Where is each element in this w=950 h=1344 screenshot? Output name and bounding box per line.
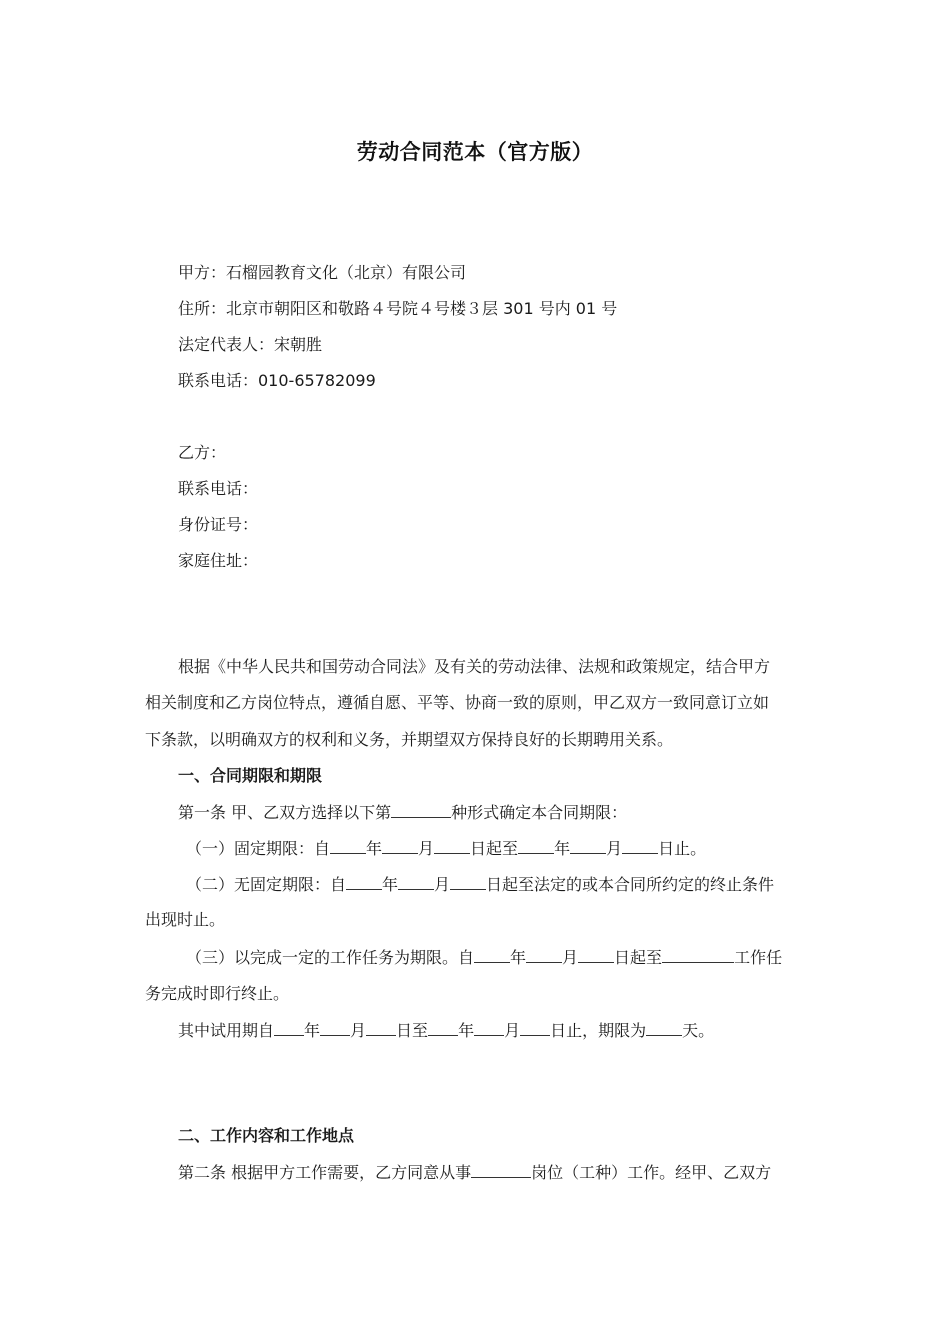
- blank[interactable]: [398, 874, 434, 890]
- year-label: 年: [304, 1021, 321, 1040]
- from-to-label: 日起至: [470, 839, 519, 858]
- trial-end-label: 日止，期限为: [550, 1021, 647, 1040]
- blank[interactable]: [382, 838, 418, 854]
- option-open-term: [186, 874, 774, 895]
- to-label: 日至: [396, 1021, 429, 1040]
- article-2-text-a: 第二条 根据甲方工作需要，乙方同意从事: [178, 1163, 472, 1182]
- form-choice-blank[interactable]: [391, 802, 451, 818]
- open-term-line-2: 出现时止。: [145, 910, 226, 929]
- option-fixed-term: [186, 838, 706, 859]
- party-b-phone-label: 联系电话：: [178, 479, 259, 498]
- article-1: [178, 802, 627, 823]
- party-b-id-label: 身份证号：: [178, 515, 259, 534]
- blank[interactable]: [320, 1020, 350, 1036]
- blank[interactable]: [434, 838, 470, 854]
- section-1-heading: 一、合同期限和期限: [178, 766, 323, 785]
- blank[interactable]: [646, 1020, 682, 1036]
- article-1-text-a: 第一条 甲、乙双方选择以下第: [178, 803, 392, 822]
- article-1-text-b: 种形式确定本合同期限：: [451, 803, 628, 822]
- blank[interactable]: [450, 874, 486, 890]
- year-label: 年: [554, 839, 571, 858]
- open-term-end: 日起至法定的或本合同所约定的终止条件: [486, 875, 775, 894]
- trial-label: 其中试用期自: [178, 1021, 275, 1040]
- preamble-line-2: 相关制度和乙方岗位特点，遵循自愿、平等、协商一致的原则，甲乙双方一致同意订立如: [145, 693, 770, 712]
- article-2-text-b: 岗位（工种）工作。经甲、乙双方: [531, 1163, 772, 1182]
- blank[interactable]: [520, 1020, 550, 1036]
- end-label: 日止。: [658, 839, 707, 858]
- blank[interactable]: [570, 838, 606, 854]
- year-label: 年: [382, 875, 399, 894]
- year-label: 年: [366, 839, 383, 858]
- blank[interactable]: [578, 947, 614, 963]
- month-label: 月: [418, 839, 435, 858]
- party-a-phone: 联系电话：010-65782099: [178, 371, 376, 390]
- blank[interactable]: [346, 874, 382, 890]
- month-label: 月: [606, 839, 623, 858]
- preamble-line-3: 下条款，以明确双方的权利和义务，并期望双方保持良好的长期聘用关系。: [145, 730, 674, 749]
- blank[interactable]: [622, 838, 658, 854]
- blank[interactable]: [526, 947, 562, 963]
- trial-period: [178, 1020, 714, 1041]
- blank[interactable]: [366, 1020, 396, 1036]
- party-a-address: 住所：北京市朝阳区和敬路４号院４号楼３层 301 号内 01 号: [178, 299, 618, 318]
- party-a-representative: 法定代表人：宋朝胜: [178, 335, 323, 354]
- position-blank[interactable]: [471, 1162, 531, 1178]
- blank[interactable]: [518, 838, 554, 854]
- task-term-line-2: 务完成时即行终止。: [145, 984, 290, 1003]
- party-a-name: 甲方：石榴园教育文化（北京）有限公司: [178, 263, 467, 282]
- preamble-line-1: 根据《中华人民共和国劳动合同法》及有关的劳动法律、法规和政策规定，结合甲方: [178, 657, 771, 676]
- month-label: 月: [350, 1021, 367, 1040]
- blank[interactable]: [662, 947, 734, 963]
- blank[interactable]: [474, 1020, 504, 1036]
- section-2-heading: 二、工作内容和工作地点: [178, 1126, 355, 1145]
- option-task-term: [186, 947, 782, 968]
- article-2: [178, 1162, 771, 1183]
- open-term-label: （二）无固定期限：自: [186, 875, 347, 894]
- party-b-name-label: 乙方：: [178, 443, 227, 462]
- year-label: 年: [458, 1021, 475, 1040]
- blank[interactable]: [428, 1020, 458, 1036]
- fixed-term-label: （一）固定期限：自: [186, 839, 331, 858]
- month-label: 月: [562, 948, 579, 967]
- days-label: 天。: [682, 1021, 715, 1040]
- month-label: 月: [434, 875, 451, 894]
- party-b-address-label: 家庭住址：: [178, 551, 259, 570]
- from-to-label: 日起至: [614, 948, 663, 967]
- task-term-label: （三）以完成一定的工作任务为期限。自: [186, 948, 475, 967]
- year-label: 年: [510, 948, 527, 967]
- blank[interactable]: [474, 947, 510, 963]
- month-label: 月: [504, 1021, 521, 1040]
- blank[interactable]: [330, 838, 366, 854]
- task-end-label: 工作任: [734, 948, 783, 967]
- blank[interactable]: [274, 1020, 304, 1036]
- document-title: 劳动合同范本（官方版）: [356, 140, 594, 164]
